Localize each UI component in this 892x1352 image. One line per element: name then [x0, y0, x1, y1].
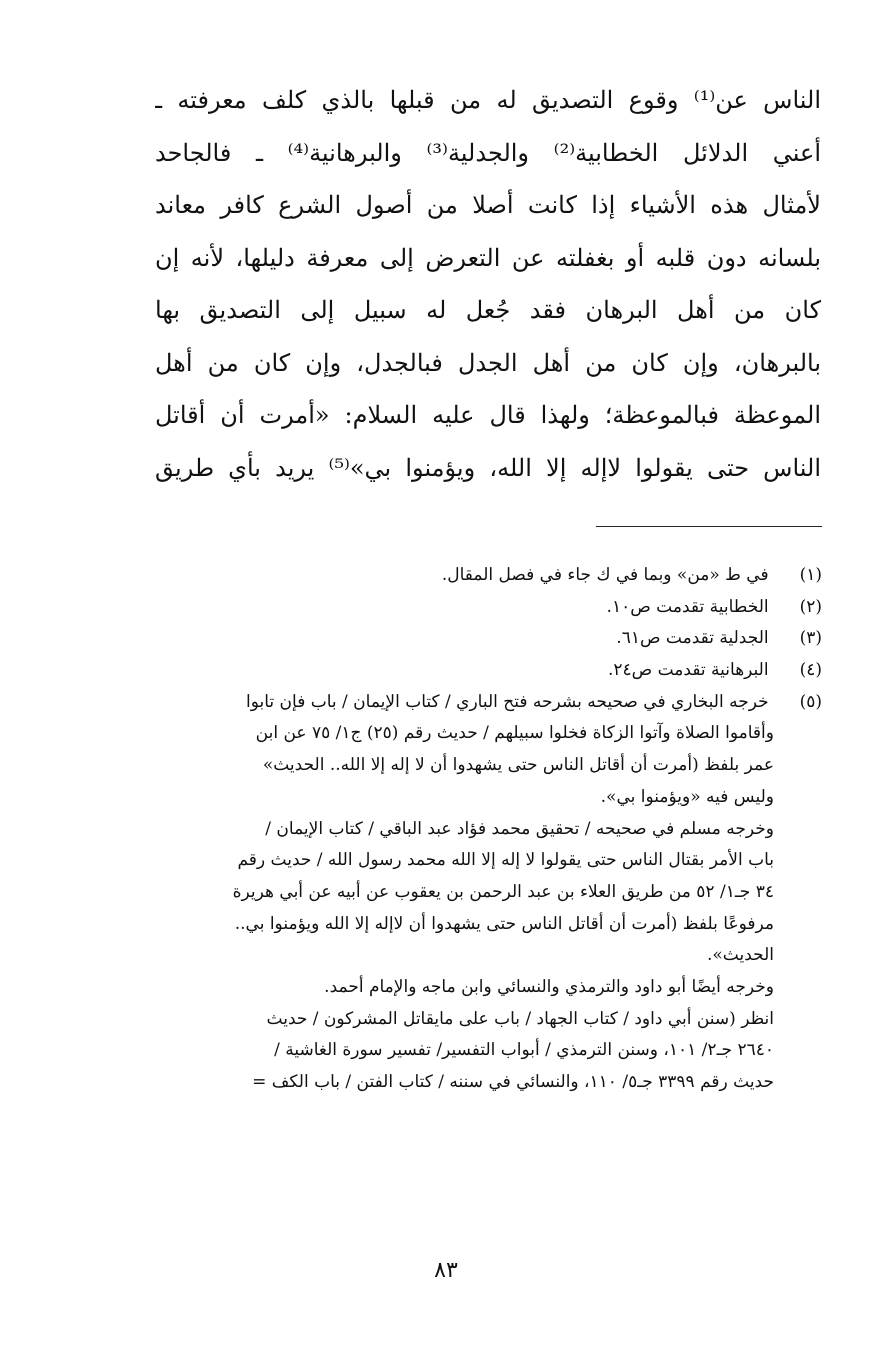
footnote-text: عمر بلفظ (أمرت أن أقاتل الناس حتى يشهدوا أن لا إله إلا الله.. الحديث»	[262, 755, 774, 776]
footnote-text: خرجه البخاري في صحيحه بشرحه فتح الباري / كتاب الإيمان / باب فإن تابوا	[245, 691, 769, 712]
footnotes	[152, 560, 822, 1099]
body-line: أعني الدلائل الخطابية⁽²⁾ والجدلية⁽³⁾ والبرهانية⁽⁴⁾ ـ فالجاحد	[155, 138, 821, 167]
footnote-1	[152, 560, 822, 592]
footnote-text: الحديث».	[706, 945, 774, 966]
footnote-text: حديث رقم ٣٣٩٩ جـ٥/ ١١٠، والنسائي في سننه / كتاب الفتن / باب الكف =	[252, 1072, 774, 1092]
footnote-5	[152, 687, 822, 1099]
body-line: كان من أهل البرهان فقد جُعل له سبيل إلى التصديق بها	[155, 296, 821, 324]
footnote-3	[152, 623, 822, 655]
body-line: الناس عن⁽¹⁾ وقوع التصديق له من قبلها بالذي كلف معرفته ـ	[155, 86, 821, 114]
footnote-number: (٣)	[799, 628, 822, 649]
footnote-text: الجدلية تقدمت ص٦١.	[616, 628, 769, 649]
footnote-text: ٢٦٤٠ جـ٢/ ١٠١، وسنن الترمذي / أبواب التفسير/ تفسير سورة الغاشية /	[274, 1040, 774, 1061]
footnote-text: وخرجه مسلم في صحيحه / تحقيق محمد فؤاد عبد الباقي / كتاب الإيمان /	[265, 818, 774, 839]
footnote-text: ٣٤ جـ١/ ٥٢ من طريق العلاء بن عبد الرحمن بن يعقوب عن أبيه عن أبي هريرة	[232, 881, 774, 902]
footnote-number: (٢)	[799, 596, 822, 617]
body-line: بالبرهان، وإن كان من أهل الجدل فبالجدل، وإن كان من أهل	[155, 348, 821, 377]
footnote-text: انظر (سنن أبي داود / كتاب الجهاد / باب على مايقاتل المشركون / حديث	[266, 1008, 774, 1029]
footnote-text: وأقاموا الصلاة وآتوا الزكاة فخلوا سبيلهم / حديث رقم (٢٥) ج١/ ٧٥ عن ابن	[255, 723, 774, 744]
footnote-number: (٤)	[799, 660, 822, 681]
footnote-2	[152, 592, 822, 624]
footnote-text: البرهانية تقدمت ص٢٤.	[607, 660, 769, 681]
footnote-text: مرفوعًا بلفظ (أمرت أن أقاتل الناس حتى يشهدوا أن لاإله إلا الله ويؤمنوا بي..	[234, 913, 774, 934]
main-text	[155, 74, 821, 494]
body-line: الناس حتى يقولوا لاإله إلا الله، ويؤمنوا بي»⁽⁵⁾ يريد بأي طريق	[155, 453, 821, 482]
footnote-text: في ط «من» وبما في ك جاء في فصل المقال.	[441, 565, 769, 585]
footnote-text: باب الأمر بقتال الناس حتى يقولوا لا إله إلا الله محمد رسول الله / حديث رقم	[237, 850, 774, 871]
footnote-4	[152, 655, 822, 687]
page-number: ٨٣	[434, 1258, 458, 1283]
footnote-text: الخطابية تقدمت ص١٠.	[606, 596, 769, 617]
footnote-text: وخرجه أيضًا أبو داود والترمذي والنسائي وابن ماجه والإمام أحمد.	[324, 976, 774, 997]
footnote-divider	[596, 526, 822, 527]
body-line: الموعظة فبالموعظة؛ ولهذا قال عليه السلام: «أمرت أن أقاتل	[155, 401, 821, 429]
footnote-number: (١)	[799, 565, 822, 585]
footnote-text: وليس فيه «ويؤمنوا بي».	[600, 786, 774, 807]
body-line: بلسانه دون قلبه أو بغفلته عن التعرض إلى معرفة دليلها، لأنه إن	[155, 243, 821, 272]
body-line: لأمثال هذه الأشياء إذا كانت أصلا من أصول الشرع كافر معاند	[155, 191, 821, 219]
footnote-number: (٥)	[799, 691, 822, 712]
